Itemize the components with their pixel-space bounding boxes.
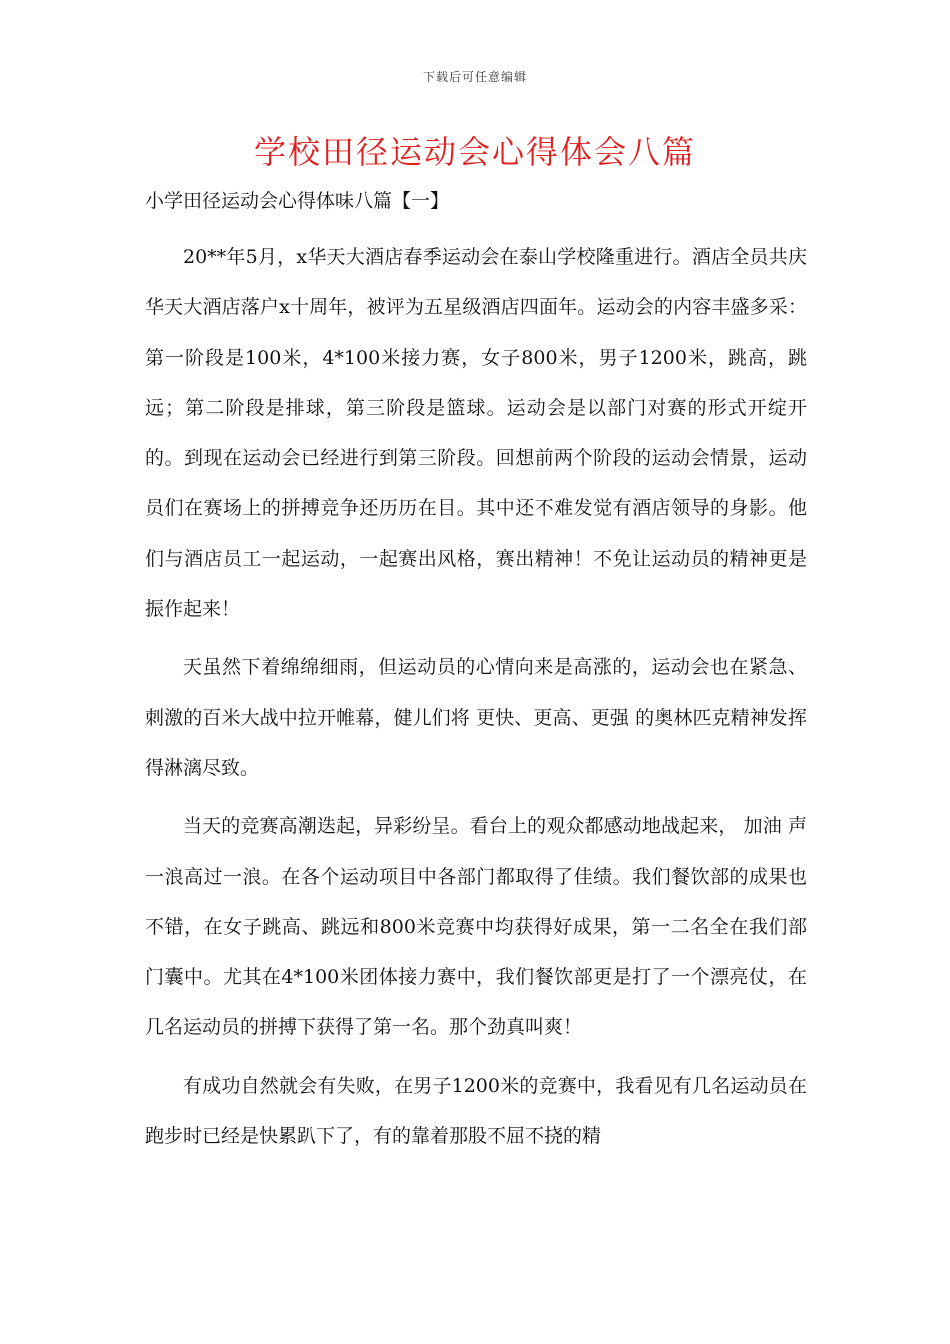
paragraph-1: 20**年5月，x华天大酒店春季运动会在泰山学校隆重进行。酒店全员共庆华天大酒店落户x十周年，被评为五星级酒店四面年。运动会的内容丰盛多采：第一阶段是100米，4*100米接力赛，女子800米，男子1200米，跳高，跳远；第二阶段是排球，第三阶段是篮球。运动会是以部门对赛的形式开绽开的。到现在运动会已经进行到第三阶段。回想前两个阶段的运动会情景，运动员们在赛场上的拼搏竞争还历历在目。其中还不难发觉有酒店领导的身影。他们与酒店员工一起运动，一起赛出风格，赛出精神！不免让运动员的精神更是振作起来！	[145, 246, 807, 621]
paragraph-2: 天虽然下着绵绵细雨，但运动员的心情向来是高涨的，运动会也在紧急、刺激的百米大战中拉开帷幕，健儿们将 更快、更高、更强 的奥林匹克精神发挥得淋漓尽致。	[145, 656, 807, 779]
document-body	[145, 182, 807, 1169]
paragraph-3: 当天的竞赛高潮迭起，异彩纷呈。看台上的观众都感动地战起来， 加油 声一浪高过一浪。在各个运动项目中各部门都取得了佳绩。我们餐饮部的成果也不错，在女子跳高、跳远和800米竞赛中均获得好成果，第一二名全在我们部门囊中。尤其在4*100米团体接力赛中，我们餐饮部更是打了一个漂亮仗，在几名运动员的拼搏下获得了第一名。那个劲真叫爽！	[145, 815, 807, 1039]
paragraph-4: 有成功自然就会有失败，在男子1200米的竞赛中，我看见有几名运动员在跑步时已经是快累趴下了，有的靠着那股不屈不挠的精	[145, 1074, 807, 1148]
header-note: 下载后可任意编辑	[422, 70, 527, 84]
section-subtitle: 小学田径运动会心得体味八篇【一】	[145, 190, 450, 212]
document-title: 学校田径运动会心得体会八篇	[253, 133, 696, 171]
